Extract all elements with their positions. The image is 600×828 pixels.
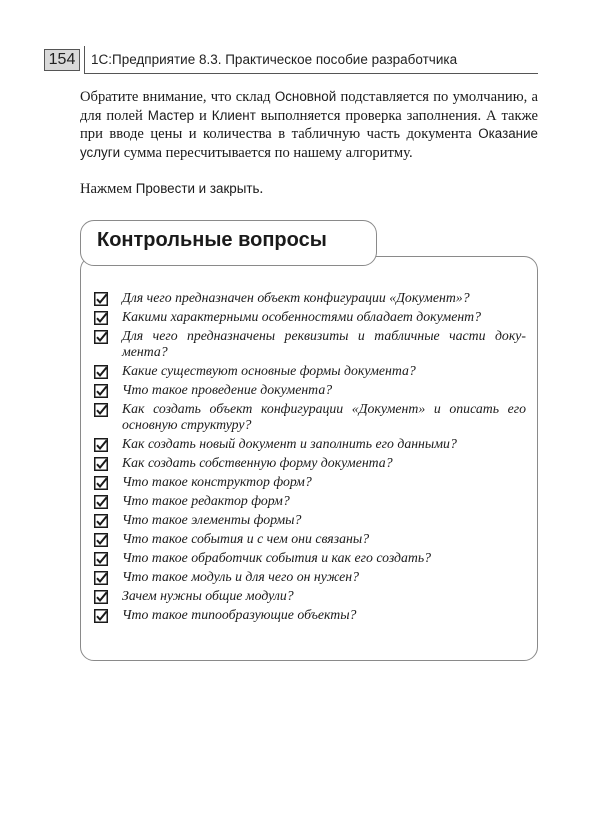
checkbox-checked-icon (94, 292, 108, 306)
checkbox-checked-icon (94, 365, 108, 379)
question-text: Какие существуют основные формы документа? (122, 363, 416, 378)
text-run: . (259, 181, 264, 197)
review-title: Контрольные вопросы (97, 229, 327, 251)
question-text: Что такое проведение документа? (122, 382, 333, 397)
ui-term-post-close: Провести и закрыть (135, 181, 260, 196)
ui-term-master: Мастер (147, 107, 195, 123)
ui-term-warehouse: Основной (274, 89, 337, 104)
list-item (94, 436, 526, 452)
header-divider (84, 46, 85, 74)
checkbox-checked-icon (94, 514, 108, 528)
list-item (94, 401, 526, 433)
checkbox-checked-icon (94, 438, 108, 452)
text-run: подставляется по умолчанию, а для полей (80, 89, 538, 124)
text-run: Нажмем (80, 181, 136, 197)
checkbox-checked-icon (94, 457, 108, 471)
text-run: сумма пересчитывается по нашему алгоритму. (120, 144, 413, 161)
text-run: выполняется проверка заполнения. А также при вводе цены и количества в табличную часть документа (80, 107, 538, 142)
question-text: Как создать объект конфигурации «Документ» и описать его основную структуру? (122, 401, 526, 432)
list-item (94, 328, 526, 360)
header-rule (84, 73, 538, 74)
question-text: Что такое обработчик события и как его создать? (122, 550, 432, 565)
list-item (94, 531, 526, 547)
checkbox-checked-icon (94, 384, 108, 398)
checkbox-checked-icon (94, 590, 108, 604)
question-list (94, 290, 526, 626)
text-run: Обратите внимание, что склад (80, 89, 275, 105)
review-title-tab (80, 220, 377, 266)
checkbox-checked-icon (94, 533, 108, 547)
page-header (44, 46, 538, 74)
ui-term-service: Оказание услуги (80, 126, 538, 160)
question-text: Зачем нужны общие модули? (122, 588, 294, 603)
page-number: 154 (44, 49, 80, 71)
checkbox-checked-icon (94, 571, 108, 585)
question-text: Что такое конструктор форм? (122, 474, 312, 489)
body-paragraph-2 (80, 180, 538, 199)
list-item (94, 309, 526, 325)
ui-term-client: Клиент (211, 107, 256, 123)
list-item (94, 550, 526, 566)
text-run: и (194, 107, 212, 124)
question-text: Что такое события и с чем они связаны? (122, 531, 370, 546)
question-text: Для чего предназначен объект конфигурации «Документ»? (122, 290, 470, 305)
checkbox-checked-icon (94, 609, 108, 623)
question-text: Для чего предназначены реквизиты и табличные части доку-мента? (122, 328, 526, 359)
question-text: Что такое элементы формы? (122, 512, 302, 527)
list-item (94, 512, 526, 528)
list-item (94, 363, 526, 379)
list-item (94, 493, 526, 509)
checkbox-checked-icon (94, 403, 108, 417)
checkbox-checked-icon (94, 476, 108, 490)
list-item (94, 382, 526, 398)
checkbox-checked-icon (94, 495, 108, 509)
list-item (94, 607, 526, 623)
list-item (94, 588, 526, 604)
question-text: Как создать собственную форму документа? (122, 455, 393, 470)
checkbox-checked-icon (94, 552, 108, 566)
body-paragraph-1 (80, 88, 538, 162)
list-item (94, 474, 526, 490)
question-text: Как создать новый документ и заполнить его данными? (122, 436, 457, 451)
checkbox-checked-icon (94, 330, 108, 344)
question-text: Какими характерными особенностями обладает документ? (122, 309, 482, 324)
question-text: Что такое модуль и для чего он нужен? (122, 569, 360, 584)
question-text: Что такое редактор форм? (122, 493, 290, 508)
list-item (94, 569, 526, 585)
list-item (94, 290, 526, 306)
running-title: 1С:Предприятие 8.3. Практическое пособие разработчика (91, 52, 458, 67)
list-item (94, 455, 526, 471)
question-text: Что такое типообразующие объекты? (122, 607, 357, 622)
checkbox-checked-icon (94, 311, 108, 325)
